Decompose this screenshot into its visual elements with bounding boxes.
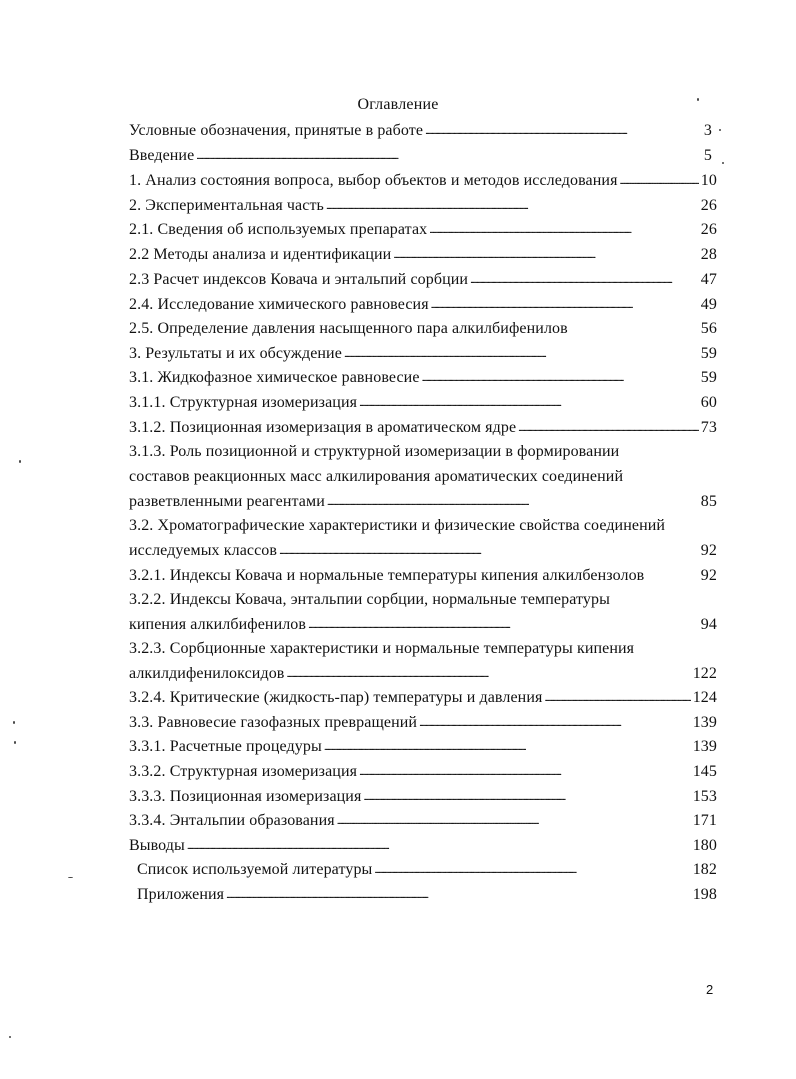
toc-entry-page: 49 [700,296,717,313]
toc-entry [129,270,717,290]
toc-entry-page: 28 [700,246,717,263]
toc-entry-text: 2.1. Сведения об используемых препаратах [129,221,428,238]
dot-leader [620,171,699,191]
toc-entry [129,492,717,512]
toc-entry-text: Условные обозначения, принятые в работе [129,122,424,139]
toc-entry-text: 2.4. Исследование химического равновесия [129,296,429,313]
toc-entry-page: 92 [700,567,717,584]
toc-entry-page: 59 [700,369,717,386]
dot-leader [187,836,691,856]
scan-speck [19,460,21,463]
dot-leader [419,713,691,733]
toc-entry-text: Выводы [129,837,185,854]
dot-leader [363,787,690,807]
dot-leader [337,811,691,831]
dot-leader [470,270,699,290]
toc-entry [129,615,717,635]
toc-entry-text: Приложения [137,886,225,903]
toc-entry-text: 2.2 Методы анализа и идентификации [129,246,392,263]
dot-leader [431,295,699,315]
toc-entry [129,319,717,339]
dot-leader [308,615,699,635]
toc-entry-text: 3.2.1. Индексы Ковача и нормальные температуры кипения алкилбензолов [129,567,645,584]
toc-entry-page: 5 [703,147,712,164]
toc-entry-text: 3.1.1. Структурная изомеризация [129,394,358,411]
dot-leader [326,196,699,216]
toc-entry [129,541,717,561]
dot-leader [344,344,699,364]
dot-leader [359,762,691,782]
toc-entry-page: 26 [700,197,717,214]
toc-entry-page: 73 [700,419,717,436]
toc-entry [129,196,717,216]
toc-entry-page: 92 [700,542,717,559]
toc-entry [129,787,717,807]
scan-speck [722,162,724,164]
toc-entry [129,713,717,733]
toc-entry-text: 2. Экспериментальная часть [129,197,324,214]
toc-title: Оглавление [357,96,439,113]
toc-entry-page: 153 [692,788,717,805]
toc-entry-text: 3.3. Равновесие газофазных превращений [129,714,418,731]
toc-entry [129,811,717,831]
toc-entry-text: алкилдифенилоксидов [129,665,285,682]
toc-entry [137,885,717,905]
toc-entry-text: 3.1. Жидкофазное химическое равновесие [129,369,420,386]
dot-leader [429,220,699,240]
scan-speck [68,877,73,878]
toc-entry-page: 198 [692,886,717,903]
toc-entry [129,688,717,708]
toc-entry [129,418,717,438]
dot-leader [425,121,702,141]
scan-speck [13,721,15,724]
toc-entry-page: 145 [692,763,717,780]
page-number: 2 [706,982,714,997]
scan-speck [9,1036,11,1038]
dot-leader [286,664,690,684]
toc-entry-text: 3.2.4. Критические (жидкость-пар) температуры и давления [129,689,543,706]
toc-entry-text: кипения алкилбифенилов [129,616,307,633]
toc-entry-text: 3. Результаты и их обсуждение [129,345,342,362]
toc-entry-page: 182 [692,861,717,878]
toc-entry-text: 3.3.3. Позиционная изомеризация [129,788,362,805]
dot-leader [327,492,699,512]
toc-entry-text: 3.3.4. Энтальпии образования [129,812,335,829]
toc-entry-text: 3.1.2. Позиционная изомеризация в ароматическом ядре [129,419,517,436]
dot-leader [422,368,699,388]
dot-leader [196,146,702,166]
scan-speck [697,98,699,101]
toc-entry-text: исследуемых классов [129,542,278,559]
toc-entry [129,121,712,141]
toc-entry [129,295,717,315]
toc-entry-page: 124 [692,689,717,706]
toc-entry-text: 3.1.3. Роль позиционной и структурной изомеризации в формировании [129,443,620,460]
toc-entry-text: разветвленными реагентами [129,493,325,510]
toc-entry-page: 10 [700,172,717,189]
toc-entry [129,344,717,364]
scan-speck [719,129,721,131]
toc-entry-text: 3.2. Хроматографические характеристики и физические свойства соединений [129,517,666,534]
toc-entry [129,171,717,191]
toc-entry-page: 139 [692,714,717,731]
toc-entry [129,245,717,265]
toc-entry-text: 2.3 Расчет индексов Ковача и энтальпий сорбции [129,271,469,288]
dot-leader [324,737,691,757]
dot-leader [279,541,699,561]
toc-entry-page: 47 [700,271,717,288]
toc-entry-text: Введение [129,147,195,164]
toc-entry [129,220,717,240]
toc-entry-text: 1. Анализ состояния вопроса, выбор объектов и методов исследования [129,172,618,189]
toc-entry [129,393,717,413]
toc-entry-page: 59 [700,345,717,362]
toc-entry [129,368,717,388]
toc-entry-page: 122 [692,665,717,682]
toc-entry-text: 2.5. Определение давления насыщенного пара алкилбифенилов [129,320,568,337]
scan-speck [14,741,16,744]
toc-entry-page: 26 [700,221,717,238]
toc-entry [137,860,717,880]
dot-leader [518,418,699,438]
toc-entry [129,566,717,586]
toc-entry-text: 3.2.2. Индексы Ковача, энтальпии сорбции, нормальные температуры [129,591,610,608]
toc-entry-text: составов реакционных масс алкилирования ароматических соединений [129,468,624,485]
dot-leader [544,688,690,708]
toc-entry [129,836,717,856]
toc-entry-page: 85 [700,493,717,510]
dot-leader [374,860,690,880]
dot-leader [359,393,699,413]
toc-entry-page: 56 [700,320,717,337]
toc-entry [129,146,712,166]
toc-entry-page: 60 [700,394,717,411]
toc-entry-page: 171 [692,812,717,829]
toc-entry-text: 3.2.3. Сорбционные характеристики и нормальные температуры кипения [129,640,635,657]
toc-entry-page: 94 [700,616,717,633]
toc-entry-text: 3.3.2. Структурная изомеризация [129,763,358,780]
toc-entry-text: Список используемой литературы [137,861,373,878]
toc-entry [129,737,717,757]
dot-leader [393,245,698,265]
toc-entry-page: 3 [703,122,712,139]
toc-entry [129,762,717,782]
dot-leader [226,885,691,905]
toc-entry-page: 139 [692,738,717,755]
toc-entry-page: 180 [692,837,717,854]
toc-entry [129,664,717,684]
toc-entry-text: 3.3.1. Расчетные процедуры [129,738,322,755]
